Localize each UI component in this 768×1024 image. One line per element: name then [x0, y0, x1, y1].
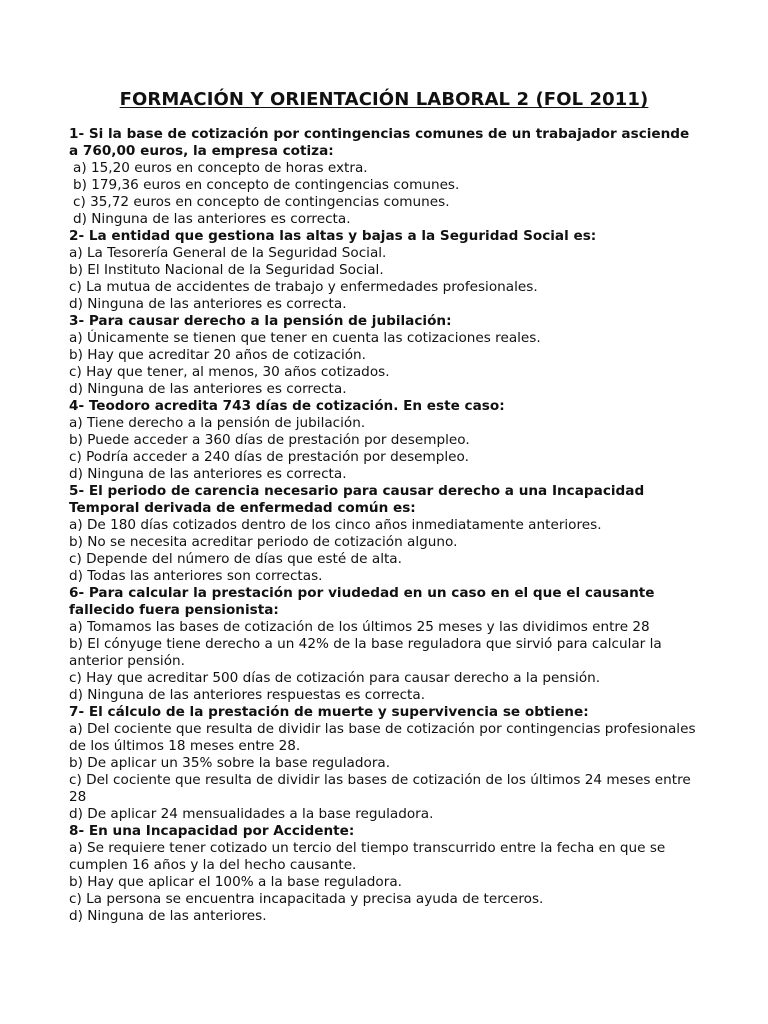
answer-option-c: c) Hay que tener, al menos, 30 años cotizados.: [69, 364, 390, 380]
answer-options: [69, 245, 699, 313]
answer-option-a: a) Únicamente se tienen que tener en cuenta las cotizaciones reales.: [69, 330, 541, 346]
answer-option-d: d) De aplicar 24 mensualidades a la base reguladora.: [69, 806, 434, 822]
answer-option-b: b) 179,36 euros en concepto de contingencias comunes.: [73, 177, 460, 193]
question-5: [69, 483, 699, 585]
question-3: [69, 313, 699, 398]
answer-option-b: b) El cónyuge tiene derecho a un 42% de la base reguladora que sirvió para calcular la anterior pensión.: [69, 636, 662, 669]
answer-option-d: d) Ninguna de las anteriores es correcta.: [69, 381, 347, 397]
answer-option-a: a) Tomamos las bases de cotización de los últimos 25 meses y las dividimos entre 28: [69, 619, 650, 635]
question-text: 3- Para causar derecho a la pensión de jubilación:: [69, 313, 452, 329]
answer-options: [69, 160, 699, 228]
answer-option-d: d) Ninguna de las anteriores es correcta.: [73, 211, 351, 227]
answer-option-a: a) Se requiere tener cotizado un tercio del tiempo transcurrido entre la fecha en que se cumplen 16 años y la del hecho causante.: [69, 840, 666, 873]
answer-option-c: c) La persona se encuentra incapacitada y precisa ayuda de terceros.: [69, 891, 544, 907]
question-text: 8- En una Incapacidad por Accidente:: [69, 823, 355, 839]
answer-option-c: c) Hay que acreditar 500 días de cotización para causar derecho a la pensión.: [69, 670, 601, 686]
question-4: [69, 398, 699, 483]
answer-option-b: b) No se necesita acreditar periodo de cotización alguno.: [69, 534, 458, 550]
answer-options: [69, 619, 699, 704]
answer-option-a: a) Del cociente que resulta de dividir las base de cotización por contingencias profesionales de los últimos 18 meses entre 28.: [69, 721, 696, 754]
answer-option-a: a) 15,20 euros en concepto de horas extra.: [73, 160, 368, 176]
question-6: [69, 585, 699, 704]
answer-option-d: d) Todas las anteriores son correctas.: [69, 568, 323, 584]
question-1: [69, 126, 699, 228]
answer-options: [69, 840, 699, 925]
question-text: 2- La entidad que gestiona las altas y bajas a la Seguridad Social es:: [69, 228, 597, 244]
answer-option-b: b) Puede acceder a 360 días de prestación por desempleo.: [69, 432, 470, 448]
answer-options: [69, 517, 699, 585]
document-title: FORMACIÓN Y ORIENTACIÓN LABORAL 2 (FOL 2011): [119, 89, 649, 110]
answer-option-d: d) Ninguna de las anteriores es correcta.: [69, 296, 347, 312]
answer-option-d: d) Ninguna de las anteriores.: [69, 908, 267, 924]
answer-option-b: b) De aplicar un 35% sobre la base reguladora.: [69, 755, 391, 771]
answer-option-c: c) La mutua de accidentes de trabajo y enfermedades profesionales.: [69, 279, 538, 295]
question-2: [69, 228, 699, 313]
answer-option-b: b) El Instituto Nacional de la Seguridad Social.: [69, 262, 384, 278]
question-text: 1- Si la base de cotización por contingencias comunes de un trabajador asciende a 760,00 euros, la empresa cotiza:: [69, 126, 690, 159]
answer-options: [69, 721, 699, 823]
answer-option-c: c) Podría acceder a 240 días de prestación por desempleo.: [69, 449, 469, 465]
question-list: [69, 126, 699, 925]
answer-option-b: b) Hay que acreditar 20 años de cotización.: [69, 347, 366, 363]
answer-option-a: a) Tiene derecho a la pensión de jubilación.: [69, 415, 366, 431]
answer-option-c: c) Depende del número de días que esté de alta.: [69, 551, 402, 567]
question-text: 6- Para calcular la prestación por viudedad en un caso en el que el causante fallecido fuera pensionista:: [69, 585, 655, 618]
question-8: [69, 823, 699, 925]
answer-option-c: c) 35,72 euros en concepto de contingencias comunes.: [73, 194, 450, 210]
answer-option-a: a) De 180 días cotizados dentro de los cinco años inmediatamente anteriores.: [69, 517, 602, 533]
question-7: [69, 704, 699, 823]
answer-option-d: d) Ninguna de las anteriores es correcta.: [69, 466, 347, 482]
question-text: 4- Teodoro acredita 743 días de cotización. En este caso:: [69, 398, 505, 414]
answer-option-a: a) La Tesorería General de la Seguridad Social.: [69, 245, 387, 261]
answer-option-d: d) Ninguna de las anteriores respuestas es correcta.: [69, 687, 426, 703]
answer-option-b: b) Hay que aplicar el 100% a la base reguladora.: [69, 874, 402, 890]
answer-options: [69, 330, 699, 398]
question-text: 5- El periodo de carencia necesario para causar derecho a una Incapacidad Temporal derivada de enfermedad común es:: [69, 483, 645, 516]
question-text: 7- El cálculo de la prestación de muerte y supervivencia se obtiene:: [69, 704, 589, 720]
answer-option-c: c) Del cociente que resulta de dividir las bases de cotización de los últimos 24 meses entre 28: [69, 772, 691, 805]
answer-options: [69, 415, 699, 483]
